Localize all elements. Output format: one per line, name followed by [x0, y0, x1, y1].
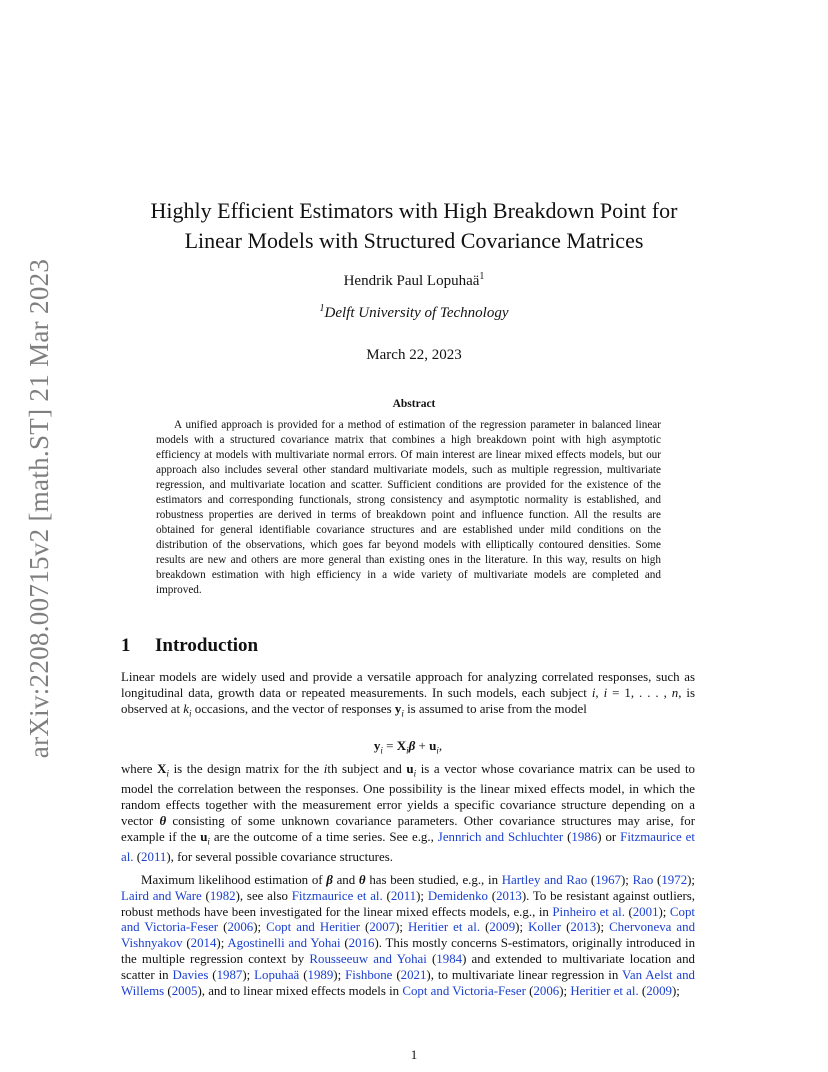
- citation-year-link[interactable]: 2007: [369, 920, 396, 935]
- citation-year-link[interactable]: 1987: [216, 967, 243, 982]
- citation-link[interactable]: Copt and Heritier: [266, 920, 360, 935]
- citation-link[interactable]: Chervoneva and Vishnyakov: [121, 920, 696, 951]
- citation-year-link[interactable]: 2001: [632, 904, 659, 919]
- citation-year-link[interactable]: 1972: [661, 873, 688, 887]
- citation-link[interactable]: Koller: [528, 920, 562, 935]
- arxiv-watermark: [18, 258, 62, 758]
- citation-link[interactable]: Copt and Victoria-Feser: [121, 904, 695, 935]
- author: [100, 273, 728, 290]
- section-title: Introduction: [155, 635, 259, 656]
- citation-link[interactable]: Hartley and Rao: [501, 873, 588, 887]
- citation-link[interactable]: Rousseeuw and Yohai: [309, 951, 427, 966]
- paragraph-1: Linear models are widely used and provide a versatile approach for analyzing correlated responses, such as longitudinal data, growth data or repeated measurements. In such models, each subject i, i = 1, . . . , n, is observed at $k_i$ occasions, and the vector of responses $y_i$ is assumed to arise from the model: [121, 670, 696, 719]
- citation-year-link[interactable]: 2013: [570, 920, 597, 935]
- author-name: Hendrik Paul Lopuhaä: [343, 273, 480, 289]
- citation-link[interactable]: Heritier et al.: [408, 920, 481, 935]
- citation-year-link[interactable]: 1986: [571, 829, 598, 844]
- citation-year-link[interactable]: 2009: [646, 983, 672, 998]
- paragraph-3: Maximum likelihood estimation of β and θ has been studied, e.g., in Hartley and Rao (1967); Rao (1972); Laird and Ware (1982), see also Fitzmaurice et al. (2011); Demidenko (2013). To be resistant against outliers, robust methods have been investigated for the linear mixed effects models, e.g., in Pinheiro et al. (2001); Copt and Victoria-Feser (2006); Copt and Heritier (2007); Heritier et al. (2009); Koller (2013); Chervoneva and Vishnyakov (2014); Agostinelli and Yohai (2016). This mostly concerns S-estimators, originally introduced in the multiple regression context by Rousseeuw and Yohai (1984) and extended to multivariate location and scatter in Davies (1987); Lopuhaä (1989); Fishbone (2021), to multivariate linear regression in Van Aelst and Willems (2005), and to linear mixed effects models in Copt and Victoria-Feser (2006); Heritier et al. (2009);: [121, 873, 696, 998]
- model-equation: $y_i = X_i\beta + u_i$,: [373, 738, 443, 756]
- title-line-2: Linear Models with Structured Covariance Matrices: [184, 228, 644, 253]
- citation-year-link[interactable]: 2014: [190, 936, 217, 951]
- citation-link[interactable]: Lopuhaä: [254, 967, 300, 982]
- citation-link[interactable]: Laird and Ware: [121, 888, 202, 903]
- citation-year-link[interactable]: 2013: [496, 888, 522, 903]
- abstract-text: A unified approach is provided for a method of estimation of the regression parameter in balanced linear models with a structured covariance matrix that combines a high breakdown point with high asymptotic efficiency at models with multivariate normal errors. Of main interest are linear mixed effects models, but our approach also includes several other standard multivariate models, such as multiple regression, multivariate regression, and multivariate location and scatter. Sufficient conditions are provided for the existence of the estimators and corresponding functionals, strong consistency and asymptotic normality is established, and robustness properties are derived in terms of breakdown point and influence function. All the results are obtained for general identifiable covariance structures and are established under mild conditions on the distribution of the observations, which goes far beyond models with elliptically contoured densities. Some results are new and others are more general than existing ones in the literature. In this way, results on high breakdown estimation with high efficiency in a wide variety of multivariate models are completed and improved.: [156, 419, 661, 596]
- paragraph-2: where $X_i$ is the design matrix for the ith subject and $u_i$ is a vector whose covariance matrix can be used to model the correlation between the responses. One possibility is the linear mixed effects model, in which the random effects together with the measurement error yields a specific covariance structure depending on a vector θ consisting of some unknown covariance parameters. Other covariance structures may arise, for example if the $u_i$ are the outcome of a time series. See e.g., Jennrich and Schluchter (1986) or Fitzmaurice et al. (2011), for several possible covariance structures.: [121, 762, 696, 865]
- author-mark: 1: [479, 271, 485, 282]
- citation-year-link[interactable]: 1967: [595, 873, 621, 887]
- title-line-1: Highly Efficient Estimators with High Breakdown Point for: [150, 198, 678, 223]
- citation-year-link[interactable]: 2016: [348, 936, 375, 951]
- citation-link[interactable]: Van Aelst and Willems: [121, 967, 695, 998]
- citation-link[interactable]: Fitzmaurice et al.: [121, 829, 695, 865]
- citation-year-link[interactable]: 1982: [209, 888, 236, 903]
- arxiv-id: arXiv:2208.00715v2 [math.ST] 21 Mar 2023: [24, 258, 55, 758]
- citation-link[interactable]: Fishbone: [345, 967, 393, 982]
- citation-link[interactable]: Demidenko: [427, 888, 488, 903]
- citation-link[interactable]: Davies: [172, 967, 209, 982]
- citation-year-link[interactable]: 2009: [489, 920, 516, 935]
- section-heading: [121, 635, 258, 657]
- citation-year-link[interactable]: 2011: [390, 888, 417, 903]
- affiliation-mark: 1: [319, 303, 325, 314]
- citation-year-link[interactable]: 2006: [533, 983, 560, 998]
- citation-year-link[interactable]: 1989: [307, 967, 334, 982]
- citation-year-link[interactable]: 2011: [141, 850, 167, 865]
- citation-link[interactable]: Fitzmaurice et al.: [291, 888, 383, 903]
- affiliation: [100, 305, 728, 322]
- citation-link[interactable]: Rao: [632, 873, 654, 887]
- date: March 22, 2023: [366, 347, 462, 363]
- page-number: 1: [410, 1047, 418, 1062]
- paper-title: [100, 196, 728, 256]
- citation-year-link[interactable]: 1984: [436, 951, 463, 966]
- citation-link[interactable]: Heritier et al.: [570, 983, 639, 998]
- citation-link[interactable]: Agostinelli and Yohai: [227, 936, 341, 951]
- citation-link[interactable]: Jennrich and Schluchter: [437, 829, 564, 844]
- citation-link[interactable]: Copt and Victoria-Feser: [402, 983, 526, 998]
- abstract-heading: Abstract: [392, 398, 436, 410]
- citation-year-link[interactable]: 2021: [400, 967, 427, 982]
- citation-link[interactable]: Pinheiro et al.: [552, 904, 625, 919]
- affiliation-name: Delft University of Technology: [324, 305, 509, 321]
- section-number: 1: [121, 635, 131, 656]
- citation-year-link[interactable]: 2005: [171, 983, 198, 998]
- citation-year-link[interactable]: 2006: [227, 920, 254, 935]
